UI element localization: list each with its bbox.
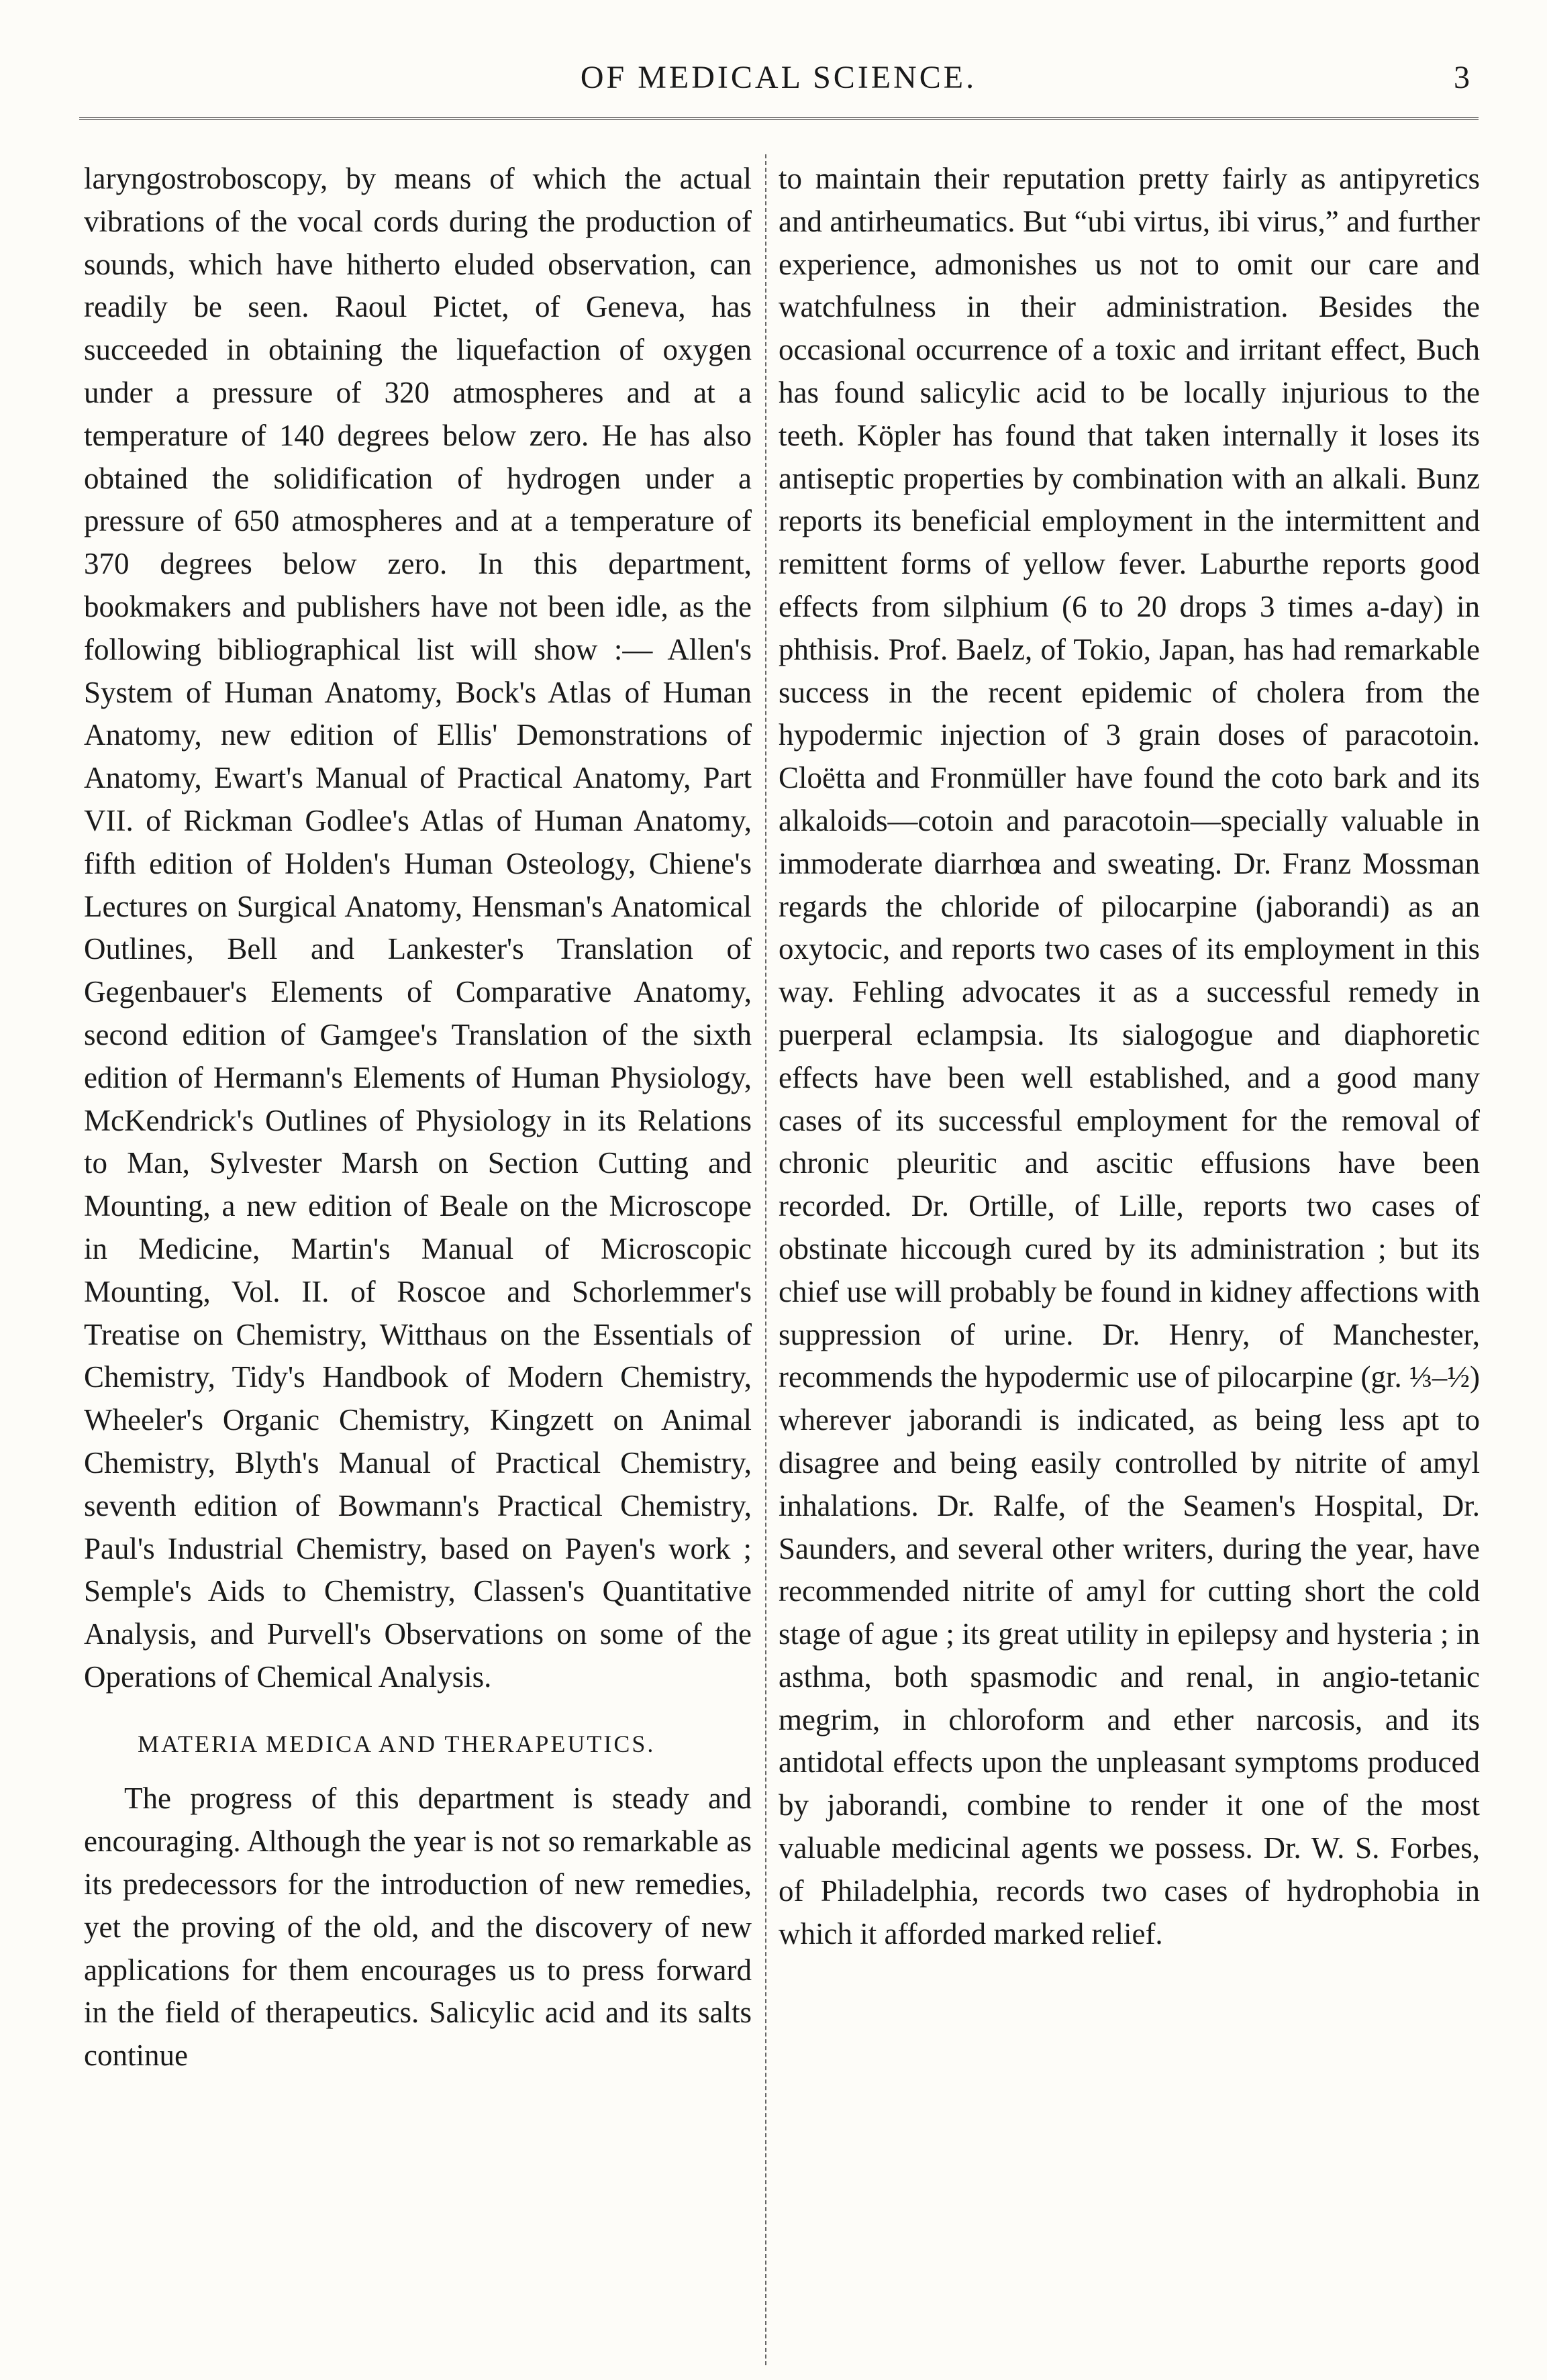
- page-number: 3: [1454, 60, 1470, 95]
- running-head: [81, 59, 1477, 113]
- left-paragraph-1: laryngostroboscopy, by means of which the actual vibrations of the vocal cords during the production of sounds, which have hitherto eluded observation, can readily be seen. Raoul Pictet, of Geneva, has succeeded in obtaining the liquefaction of oxygen under a pressure of 320 atmospheres and at a temperature of 140 degrees below zero. He has also obtained the solidification of hydrogen under a pressure of 650 atmospheres and at a temperature of 370 degrees below zero. In this department, bookmakers and publishers have not been idle, as the following bibliographical list will show :— Allen's System of Human Anatomy, Bock's Atlas of Human Anatomy, new edition of Ellis' Demonstrations of Anatomy, Ewart's Manual of Practical Anatomy, Part VII. of Rickman Godlee's Atlas of Human Anatomy, fifth edition of Holden's Human Osteology, Chiene's Lectures on Surgical Anatomy, Hensman's Anatomical Outlines, Bell and Lankester's Translation of Gegenbauer's Elements of Comparative Anatomy, second edition of Gamgee's Translation of the sixth edition of Hermann's Elements of Human Physiology, McKendrick's Outlines of Physiology in its Relations to Man, Sylvester Marsh on Section Cutting and Mounting, a new edition of Beale on the Microscope in Medicine, Martin's Manual of Microscopic Mounting, Vol. II. of Roscoe and Schorlemmer's Treatise on Chemistry, Witthaus on the Essentials of Chemistry, Tidy's Handbook of Modern Chemistry, Wheeler's Organic Chemistry, Kingzett on Animal Chemistry, Blyth's Manual of Practical Chemistry, seventh edition of Bowmann's Practical Chemistry, Paul's Industrial Chemistry, based on Payen's work ; Semple's Aids to Chemistry, Classen's Quantitative Analysis, and Purvell's Observations on some of the Operations of Chemical Analysis.: [84, 162, 752, 1694]
- header-rule: [79, 117, 1479, 120]
- right-column: [779, 158, 1480, 2365]
- section-heading: MATERIA MEDICA AND THERAPEUTICS.: [138, 1730, 656, 1757]
- column-divider: [765, 154, 766, 2365]
- left-paragraph-2: The progress of this department is steady and encouraging. Although the year is not so remarkable as its predecessors for the introduction of new remedies, yet the proving of the old, and the discovery of new applications for them encourages us to press forward in the field of therapeutics. Salicylic acid and its salts continue: [84, 1781, 752, 2073]
- left-column: [84, 158, 752, 2365]
- right-paragraph-1: to maintain their reputation pretty fairly as antipyretics and antirheumatics. But “ubi virtus, ibi virus,” and further experience, admonishes us not to omit our care and watchfulness in their administration. Besides the occasional occurrence of a toxic and irritant effect, Buch has found salicylic acid to be locally injurious to the teeth. Köpler has found that taken internally it loses its antiseptic properties by combination with an alkali. Bunz reports its beneficial employment in the intermittent and remittent forms of yellow fever. Laburthe reports good effects from silphium (6 to 20 drops 3 times a-day) in phthisis. Prof. Baelz, of Tokio, Japan, has had remarkable success in the recent epidemic of cholera from the hypodermic injection of 3 grain doses of paracotoin. Cloëtta and Fronmüller have found the coto bark and its alkaloids—cotoin and paracotoin—specially valuable in immoderate diarrhœa and sweating. Dr. Franz Mossman regards the chloride of pilocarpine (jaborandi) as an oxytocic, and reports two cases of its employment in this way. Fehling advocates it as a successful remedy in puerperal eclampsia. Its sialogogue and diaphoretic effects have been well established, and a good many cases of its successful employment for the removal of chronic pleuritic and ascitic effusions have been recorded. Dr. Ortille, of Lille, reports two cases of obstinate hiccough cured by its administration ; but its chief use will probably be found in kidney affections with suppression of urine. Dr. Henry, of Manchester, recommends the hypodermic use of pilocarpine (gr. ⅓–½) wherever jaborandi is indicated, as being less apt to disagree and being easily controlled by nitrite of amyl inhalations. Dr. Ralfe, of the Seamen's Hospital, Dr. Saunders, and several other writers, during the year, have recommended nitrite of amyl for cutting short the cold stage of ague ; its great utility in epilepsy and hysteria ; in asthma, both spasmodic and renal, in angio-tetanic megrim, in chloroform and ether narcosis, and its antidotal effects upon the unpleasant symptoms produced by jaborandi, combine to render it one of the most valuable medicinal agents we possess. Dr. W. S. Forbes, of Philadelphia, records two cases of hydrophobia in which it afforded marked relief.: [779, 162, 1480, 1951]
- running-title: OF MEDICAL SCIENCE.: [580, 60, 977, 95]
